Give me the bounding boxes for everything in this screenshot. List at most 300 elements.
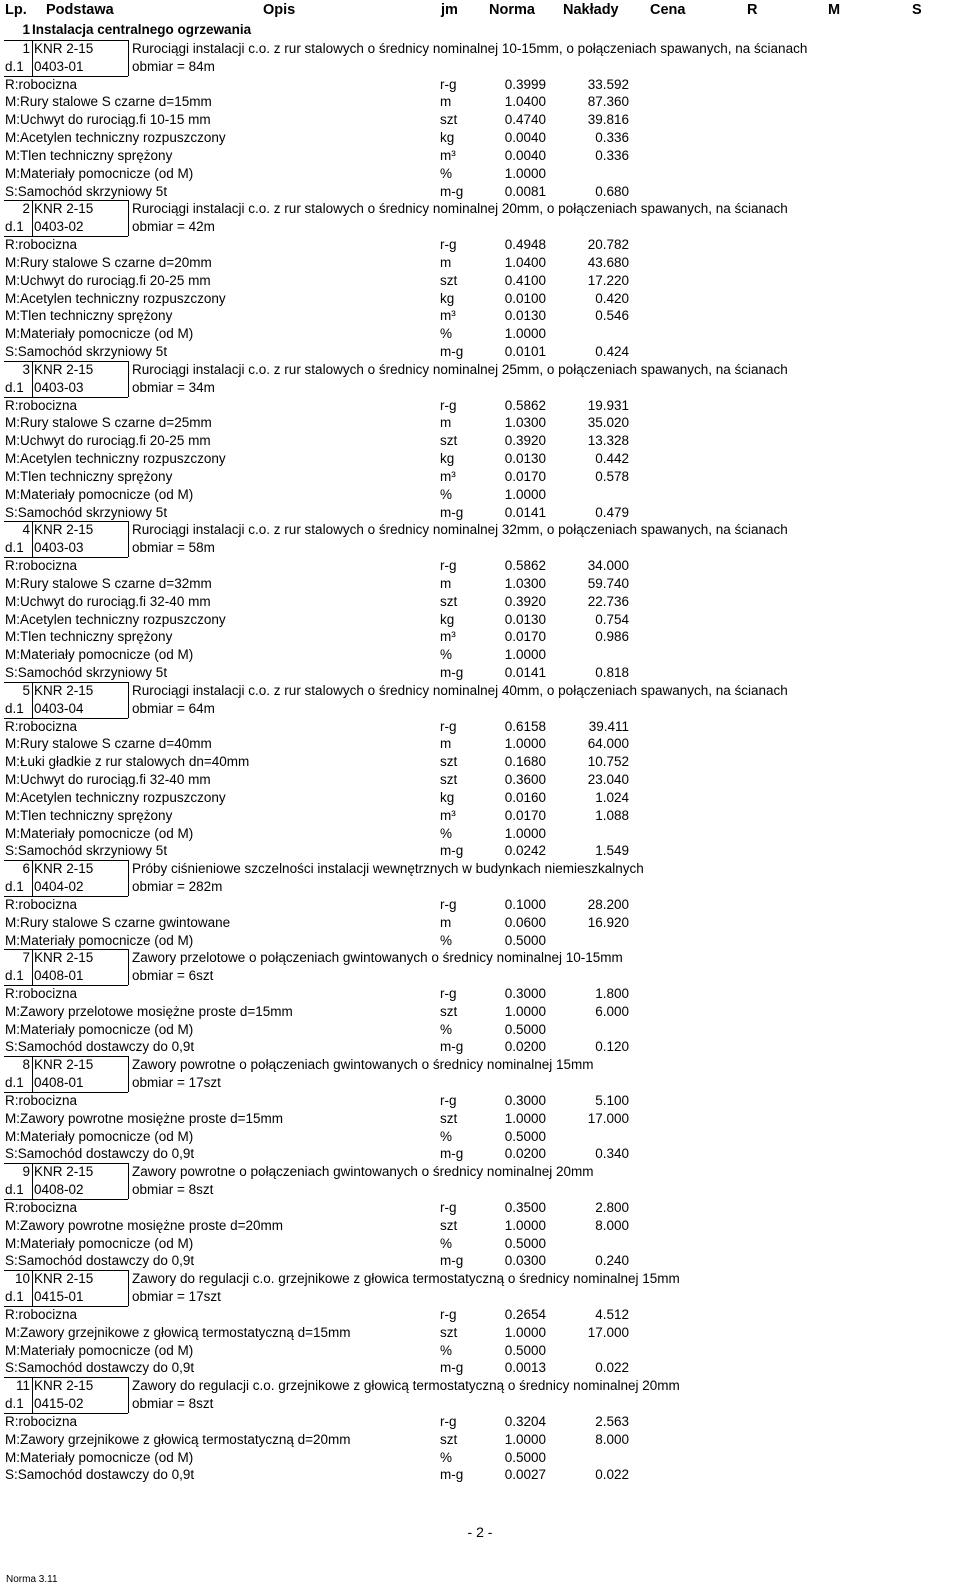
position-code: 0403-03 bbox=[34, 540, 84, 555]
position-d-label: d.1 bbox=[5, 968, 24, 983]
position-row bbox=[0, 682, 960, 699]
column-border-line bbox=[32, 200, 33, 236]
resource-norm: 0.3600 bbox=[504, 772, 546, 787]
position-d-label: d.1 bbox=[5, 1182, 24, 1197]
resource-quantity: 1.088 bbox=[595, 808, 629, 823]
position-row bbox=[0, 40, 960, 57]
column-border-line bbox=[128, 682, 129, 718]
col-lp: Lp. bbox=[5, 2, 27, 18]
resource-norm: 0.5000 bbox=[504, 1129, 546, 1144]
column-border-line bbox=[128, 860, 129, 896]
resource-quantity: 8.000 bbox=[595, 1218, 629, 1233]
resource-name: M:Materiały pomocnicze (od M) bbox=[5, 1236, 194, 1251]
column-border-line bbox=[128, 40, 129, 76]
resource-name: S:Samochód skrzyniowy 5t bbox=[5, 843, 168, 858]
row-border-line bbox=[4, 200, 128, 201]
resource-norm: 0.0170 bbox=[504, 629, 546, 644]
resource-quantity: 10.752 bbox=[587, 754, 629, 769]
resource-unit: m³ bbox=[440, 808, 456, 823]
position-description: Rurociągi instalacji c.o. z rur stalowych o średnicy nominalnej 10-15mm, o połączeniach spawanych, na ścianach bbox=[132, 41, 808, 56]
resource-unit: % bbox=[440, 1022, 453, 1037]
resource-quantity: 39.816 bbox=[587, 112, 629, 127]
resource-quantity bbox=[540, 1021, 629, 1038]
resource-row bbox=[0, 735, 960, 752]
resource-unit: szt bbox=[440, 772, 458, 787]
resource-name: M:Materiały pomocnicze (od M) bbox=[5, 1022, 194, 1037]
position-measure: obmiar = 6szt bbox=[132, 968, 214, 983]
resource-name: R:robocizna bbox=[5, 1093, 78, 1108]
resource-unit: r-g bbox=[440, 558, 457, 573]
resource-quantity: 0.424 bbox=[595, 344, 629, 359]
row-border-line bbox=[4, 682, 128, 683]
resource-norm: 0.5862 bbox=[504, 558, 546, 573]
section-title: Instalacja centralnego ogrzewania bbox=[32, 22, 252, 37]
column-border-line bbox=[32, 860, 33, 896]
resource-row bbox=[0, 111, 960, 128]
column-border-line bbox=[128, 1163, 129, 1199]
resource-unit: r-g bbox=[440, 1093, 457, 1108]
resource-unit: r-g bbox=[440, 986, 457, 1001]
resource-norm: 0.6158 bbox=[504, 719, 546, 734]
resource-norm: 0.0130 bbox=[504, 451, 546, 466]
resource-norm: 0.5000 bbox=[504, 1450, 546, 1465]
resource-unit: m bbox=[440, 94, 452, 109]
resource-unit: szt bbox=[440, 112, 458, 127]
resource-row bbox=[0, 593, 960, 610]
resource-norm: 0.0242 bbox=[504, 843, 546, 858]
position-measure: obmiar = 64m bbox=[132, 701, 215, 716]
resource-quantity: 0.546 bbox=[595, 308, 629, 323]
resource-row bbox=[0, 1252, 960, 1269]
resource-name: M:Acetylen techniczny rozpuszczony bbox=[5, 130, 226, 145]
resource-quantity: 6.000 bbox=[595, 1004, 629, 1019]
resource-row bbox=[0, 1359, 960, 1376]
resource-norm: 0.3999 bbox=[504, 77, 546, 92]
resource-quantity: 0.680 bbox=[595, 184, 629, 199]
col-opis: Opis bbox=[263, 2, 296, 18]
resource-norm: 0.4740 bbox=[504, 112, 546, 127]
position-row bbox=[0, 539, 960, 556]
resource-unit: szt bbox=[440, 1111, 458, 1126]
resource-quantity: 43.680 bbox=[587, 255, 629, 270]
resource-quantity bbox=[540, 486, 629, 503]
resource-norm: 0.0170 bbox=[504, 469, 546, 484]
resource-unit: r-g bbox=[440, 1307, 457, 1322]
resource-unit: m-g bbox=[440, 1360, 464, 1375]
position-measure: obmiar = 42m bbox=[132, 219, 215, 234]
position-d-label: d.1 bbox=[5, 219, 24, 234]
resource-unit: kg bbox=[440, 451, 455, 466]
resource-quantity: 0.240 bbox=[595, 1253, 629, 1268]
resource-unit: kg bbox=[440, 612, 455, 627]
position-d-label: d.1 bbox=[5, 701, 24, 716]
resource-row bbox=[0, 628, 960, 645]
resource-quantity: 1.800 bbox=[595, 986, 629, 1001]
section-row bbox=[0, 21, 960, 38]
resource-quantity: 64.000 bbox=[587, 736, 629, 751]
resource-name: S:Samochód skrzyniowy 5t bbox=[5, 184, 168, 199]
position-measure: obmiar = 34m bbox=[132, 380, 215, 395]
position-measure: obmiar = 17szt bbox=[132, 1075, 221, 1090]
row-border-line bbox=[4, 949, 128, 950]
column-border-line bbox=[128, 521, 129, 557]
column-border-line bbox=[32, 521, 33, 557]
resource-quantity: 2.563 bbox=[595, 1414, 629, 1429]
resource-norm: 0.3500 bbox=[504, 1200, 546, 1215]
position-code: 0403-04 bbox=[34, 701, 84, 716]
resource-norm: 1.0300 bbox=[504, 576, 546, 591]
resource-name: M:Rury stalowe S czarne gwintowane bbox=[5, 915, 231, 930]
section-number: 1 bbox=[22, 22, 30, 37]
resource-unit: szt bbox=[440, 1325, 458, 1340]
resource-row bbox=[0, 450, 960, 467]
page-number: - 2 - bbox=[467, 1524, 493, 1540]
resource-quantity: 0.336 bbox=[595, 130, 629, 145]
position-description: Zawory do regulacji c.o. grzejnikowe z głowicą termostatyczną o średnicy nominalnej 20mm bbox=[132, 1378, 680, 1393]
resource-unit: m bbox=[440, 736, 452, 751]
resource-name: M:Zawory powrotne mosiężne proste d=20mm bbox=[5, 1218, 283, 1233]
resource-quantity: 0.754 bbox=[595, 612, 629, 627]
resource-unit: m bbox=[440, 915, 452, 930]
resource-quantity: 28.200 bbox=[587, 897, 629, 912]
resource-row bbox=[0, 842, 960, 859]
resource-name: M:Zawory powrotne mosiężne proste d=15mm bbox=[5, 1111, 283, 1126]
resource-unit: m-g bbox=[440, 1146, 464, 1161]
resource-name: M:Acetylen techniczny rozpuszczony bbox=[5, 790, 226, 805]
position-number: 2 bbox=[22, 201, 30, 216]
resource-row bbox=[0, 1324, 960, 1341]
position-row bbox=[0, 58, 960, 75]
resource-quantity bbox=[540, 825, 629, 842]
resource-norm: 0.0130 bbox=[504, 308, 546, 323]
resource-name: R:robocizna bbox=[5, 1414, 78, 1429]
resource-row bbox=[0, 1003, 960, 1020]
resource-row bbox=[0, 290, 960, 307]
software-label: Norma 3.11 bbox=[6, 1574, 58, 1585]
resource-norm: 1.0000 bbox=[504, 487, 546, 502]
position-code: 0403-02 bbox=[34, 219, 84, 234]
resource-name: M:Materiały pomocnicze (od M) bbox=[5, 933, 194, 948]
position-basis: KNR 2-15 bbox=[34, 1271, 94, 1286]
column-border-line bbox=[32, 40, 33, 76]
resource-quantity: 2.800 bbox=[595, 1200, 629, 1215]
resource-row bbox=[0, 718, 960, 735]
position-basis: KNR 2-15 bbox=[34, 201, 94, 216]
resource-norm: 0.0200 bbox=[504, 1039, 546, 1054]
resource-quantity: 23.040 bbox=[587, 772, 629, 787]
resource-row bbox=[0, 236, 960, 253]
resource-row bbox=[0, 1306, 960, 1323]
position-row bbox=[0, 379, 960, 396]
position-d-label: d.1 bbox=[5, 380, 24, 395]
resource-unit: szt bbox=[440, 433, 458, 448]
resource-name: S:Samochód skrzyniowy 5t bbox=[5, 505, 168, 520]
resource-quantity: 0.022 bbox=[595, 1467, 629, 1482]
resource-quantity: 13.328 bbox=[587, 433, 629, 448]
column-border-line bbox=[32, 361, 33, 397]
resource-unit: m-g bbox=[440, 1467, 464, 1482]
resource-name: M:Rury stalowe S czarne d=25mm bbox=[5, 415, 212, 430]
resource-quantity: 0.340 bbox=[595, 1146, 629, 1161]
resource-quantity: 1.549 bbox=[595, 843, 629, 858]
resource-norm: 0.0040 bbox=[504, 148, 546, 163]
resource-quantity: 33.592 bbox=[587, 77, 629, 92]
resource-row bbox=[0, 789, 960, 806]
position-code: 0408-01 bbox=[34, 968, 84, 983]
resource-name: M:Tlen techniczny sprężony bbox=[5, 469, 173, 484]
position-number: 9 bbox=[22, 1164, 30, 1179]
position-code: 0403-01 bbox=[34, 59, 84, 74]
position-description: Próby ciśnieniowe szczelności instalacji wewnętrznych w budynkach niemieszkalnych bbox=[132, 861, 644, 876]
position-code: 0403-03 bbox=[34, 380, 84, 395]
resource-unit: % bbox=[440, 1343, 453, 1358]
position-row bbox=[0, 1288, 960, 1305]
resource-norm: 0.0141 bbox=[504, 505, 546, 520]
row-border-line bbox=[4, 521, 128, 522]
position-row bbox=[0, 967, 960, 984]
position-description: Zawory przelotowe o połączeniach gwintowanych o średnicy nominalnej 10-15mm bbox=[132, 950, 623, 965]
resource-row bbox=[0, 129, 960, 146]
resource-norm: 0.5000 bbox=[504, 1343, 546, 1358]
resource-name: S:Samochód dostawczy do 0,9t bbox=[5, 1039, 195, 1054]
resource-quantity bbox=[540, 1235, 629, 1252]
column-border-line bbox=[32, 1056, 33, 1092]
resource-name: M:Materiały pomocnicze (od M) bbox=[5, 1450, 194, 1465]
resource-norm: 0.1680 bbox=[504, 754, 546, 769]
column-border-line bbox=[32, 1163, 33, 1199]
resource-quantity: 20.782 bbox=[587, 237, 629, 252]
position-number: 10 bbox=[14, 1271, 30, 1286]
resource-row bbox=[0, 914, 960, 931]
resource-unit: szt bbox=[440, 1004, 458, 1019]
resource-name: R:robocizna bbox=[5, 398, 78, 413]
resource-unit: % bbox=[440, 1129, 453, 1144]
position-row bbox=[0, 878, 960, 895]
position-description: Rurociągi instalacji c.o. z rur stalowych o średnicy nominalnej 32mm, o połączeniach spawanych, na ścianach bbox=[132, 522, 788, 537]
resource-norm: 0.0027 bbox=[504, 1467, 546, 1482]
row-border-line bbox=[4, 361, 128, 362]
position-d-label: d.1 bbox=[5, 540, 24, 555]
resource-unit: % bbox=[440, 826, 453, 841]
resource-row bbox=[0, 575, 960, 592]
resource-row bbox=[0, 432, 960, 449]
resource-name: M:Rury stalowe S czarne d=15mm bbox=[5, 94, 212, 109]
column-border-line bbox=[32, 949, 33, 985]
position-basis: KNR 2-15 bbox=[34, 1164, 94, 1179]
resource-row bbox=[0, 1145, 960, 1162]
resource-row bbox=[0, 272, 960, 289]
resource-quantity: 0.336 bbox=[595, 148, 629, 163]
resource-unit: m³ bbox=[440, 148, 456, 163]
position-number: 5 bbox=[22, 683, 30, 698]
resource-name: M:Acetylen techniczny rozpuszczony bbox=[5, 291, 226, 306]
resource-row bbox=[0, 183, 960, 200]
resource-norm: 0.5000 bbox=[504, 1022, 546, 1037]
resource-norm: 0.0160 bbox=[504, 790, 546, 805]
resource-norm: 1.0000 bbox=[504, 647, 546, 662]
column-border-line bbox=[128, 949, 129, 985]
resource-quantity: 0.479 bbox=[595, 505, 629, 520]
position-number: 6 bbox=[22, 861, 30, 876]
resource-unit: m bbox=[440, 415, 452, 430]
resource-norm: 1.0400 bbox=[504, 255, 546, 270]
resource-norm: 1.0400 bbox=[504, 94, 546, 109]
resource-norm: 0.1000 bbox=[504, 897, 546, 912]
resource-name: M:Materiały pomocnicze (od M) bbox=[5, 487, 194, 502]
column-border-line bbox=[32, 682, 33, 718]
position-description: Rurociągi instalacji c.o. z rur stalowych o średnicy nominalnej 20mm, o połączeniach spawanych, na ścianach bbox=[132, 201, 788, 216]
resource-name: M:Rury stalowe S czarne d=40mm bbox=[5, 736, 212, 751]
resource-name: R:robocizna bbox=[5, 1307, 78, 1322]
resource-unit: r-g bbox=[440, 1414, 457, 1429]
resource-unit: m-g bbox=[440, 505, 464, 520]
resource-norm: 0.5862 bbox=[504, 398, 546, 413]
resource-unit: % bbox=[440, 487, 453, 502]
col-naklady: Nakłady bbox=[563, 2, 619, 18]
column-border-line bbox=[128, 1270, 129, 1306]
resource-unit: m³ bbox=[440, 629, 456, 644]
position-row bbox=[0, 1181, 960, 1198]
resource-unit: m bbox=[440, 576, 452, 591]
resource-norm: 1.0000 bbox=[504, 736, 546, 751]
position-row bbox=[0, 1056, 960, 1073]
resource-name: M:Tlen techniczny sprężony bbox=[5, 308, 173, 323]
col-r: R bbox=[747, 2, 758, 18]
resource-row bbox=[0, 1449, 960, 1466]
resource-norm: 1.0000 bbox=[504, 1325, 546, 1340]
position-row bbox=[0, 1377, 960, 1394]
resource-unit: r-g bbox=[440, 237, 457, 252]
resource-norm: 1.0000 bbox=[504, 1218, 546, 1233]
resource-unit: % bbox=[440, 166, 453, 181]
resource-name: R:robocizna bbox=[5, 1200, 78, 1215]
resource-row bbox=[0, 504, 960, 521]
resource-unit: r-g bbox=[440, 77, 457, 92]
resource-row bbox=[0, 771, 960, 788]
position-basis: KNR 2-15 bbox=[34, 41, 94, 56]
resource-unit: szt bbox=[440, 754, 458, 769]
resource-quantity: 1.024 bbox=[595, 790, 629, 805]
position-row bbox=[0, 860, 960, 877]
resource-row bbox=[0, 985, 960, 1002]
resource-row bbox=[0, 147, 960, 164]
resource-norm: 0.5000 bbox=[504, 1236, 546, 1251]
resource-row bbox=[0, 1092, 960, 1109]
resource-row bbox=[0, 825, 960, 842]
resource-unit: r-g bbox=[440, 719, 457, 734]
resource-quantity bbox=[540, 325, 629, 342]
col-m: M bbox=[828, 2, 841, 18]
position-number: 11 bbox=[15, 1378, 30, 1393]
resource-unit: m³ bbox=[440, 469, 456, 484]
position-basis: KNR 2-15 bbox=[34, 522, 94, 537]
position-basis: KNR 2-15 bbox=[34, 683, 94, 698]
resource-name: R:robocizna bbox=[5, 237, 78, 252]
position-row bbox=[0, 361, 960, 378]
resource-row bbox=[0, 1217, 960, 1234]
position-description: Zawory powrotne o połączeniach gwintowanych o średnicy nominalnej 15mm bbox=[132, 1057, 594, 1072]
position-basis: KNR 2-15 bbox=[34, 861, 94, 876]
resource-name: M:Uchwyt do rurociąg.fi 32-40 mm bbox=[5, 772, 211, 787]
resource-row bbox=[0, 307, 960, 324]
resource-row bbox=[0, 753, 960, 770]
position-basis: KNR 2-15 bbox=[34, 1057, 94, 1072]
position-basis: KNR 2-15 bbox=[34, 1378, 94, 1393]
resource-unit: r-g bbox=[440, 1200, 457, 1215]
resource-quantity: 17.000 bbox=[587, 1325, 629, 1340]
col-norma: Norma bbox=[489, 2, 535, 18]
resource-unit: szt bbox=[440, 594, 458, 609]
resource-row bbox=[0, 254, 960, 271]
resource-row bbox=[0, 932, 960, 949]
resource-unit: m-g bbox=[440, 344, 464, 359]
position-code: 0415-02 bbox=[34, 1396, 84, 1411]
resource-quantity: 34.000 bbox=[587, 558, 629, 573]
resource-norm: 0.0141 bbox=[504, 665, 546, 680]
resource-name: S:Samochód skrzyniowy 5t bbox=[5, 665, 168, 680]
resource-quantity: 0.442 bbox=[595, 451, 629, 466]
resource-norm: 0.4100 bbox=[504, 273, 546, 288]
position-row bbox=[0, 1163, 960, 1180]
resource-row bbox=[0, 1038, 960, 1055]
resource-norm: 0.0040 bbox=[504, 130, 546, 145]
resource-quantity: 19.931 bbox=[587, 398, 629, 413]
resource-name: S:Samochód dostawczy do 0,9t bbox=[5, 1360, 195, 1375]
resource-row bbox=[0, 1431, 960, 1448]
position-description: Zawory powrotne o połączeniach gwintowanych o średnicy nominalnej 20mm bbox=[132, 1164, 594, 1179]
position-measure: obmiar = 8szt bbox=[132, 1182, 214, 1197]
column-border-line bbox=[32, 1270, 33, 1306]
col-jm: jm bbox=[441, 2, 458, 18]
position-measure: obmiar = 282m bbox=[132, 879, 223, 894]
resource-name: S:Samochód dostawczy do 0,9t bbox=[5, 1253, 195, 1268]
resource-row bbox=[0, 486, 960, 503]
resource-norm: 0.3000 bbox=[504, 986, 546, 1001]
resource-row bbox=[0, 325, 960, 342]
position-d-label: d.1 bbox=[5, 1396, 24, 1411]
resource-quantity: 87.360 bbox=[587, 94, 629, 109]
row-border-line bbox=[4, 1056, 128, 1057]
resource-quantity: 0.986 bbox=[595, 629, 629, 644]
position-number: 1 bbox=[22, 41, 30, 56]
resource-quantity: 22.736 bbox=[587, 594, 629, 609]
resource-quantity: 0.578 bbox=[595, 469, 629, 484]
row-border-line bbox=[4, 40, 128, 41]
resource-quantity: 8.000 bbox=[595, 1432, 629, 1447]
position-measure: obmiar = 84m bbox=[132, 59, 215, 74]
row-border-line bbox=[4, 1163, 128, 1164]
resource-unit: m-g bbox=[440, 184, 464, 199]
resource-norm: 1.0000 bbox=[504, 1432, 546, 1447]
resource-quantity bbox=[540, 646, 629, 663]
resource-name: M:Acetylen techniczny rozpuszczony bbox=[5, 451, 226, 466]
resource-name: M:Materiały pomocnicze (od M) bbox=[5, 826, 194, 841]
resource-unit: % bbox=[440, 326, 453, 341]
resource-row bbox=[0, 343, 960, 360]
resource-norm: 0.2654 bbox=[504, 1307, 546, 1322]
resource-unit: szt bbox=[440, 273, 458, 288]
position-d-label: d.1 bbox=[5, 59, 24, 74]
resource-name: R:robocizna bbox=[5, 897, 78, 912]
resource-row bbox=[0, 76, 960, 93]
table-header bbox=[0, 2, 960, 19]
resource-row bbox=[0, 557, 960, 574]
resource-name: M:Materiały pomocnicze (od M) bbox=[5, 1343, 194, 1358]
position-measure: obmiar = 58m bbox=[132, 540, 215, 555]
resource-norm: 0.5000 bbox=[504, 933, 546, 948]
resource-name: M:Zawory przelotowe mosiężne proste d=15mm bbox=[5, 1004, 293, 1019]
position-row bbox=[0, 218, 960, 235]
